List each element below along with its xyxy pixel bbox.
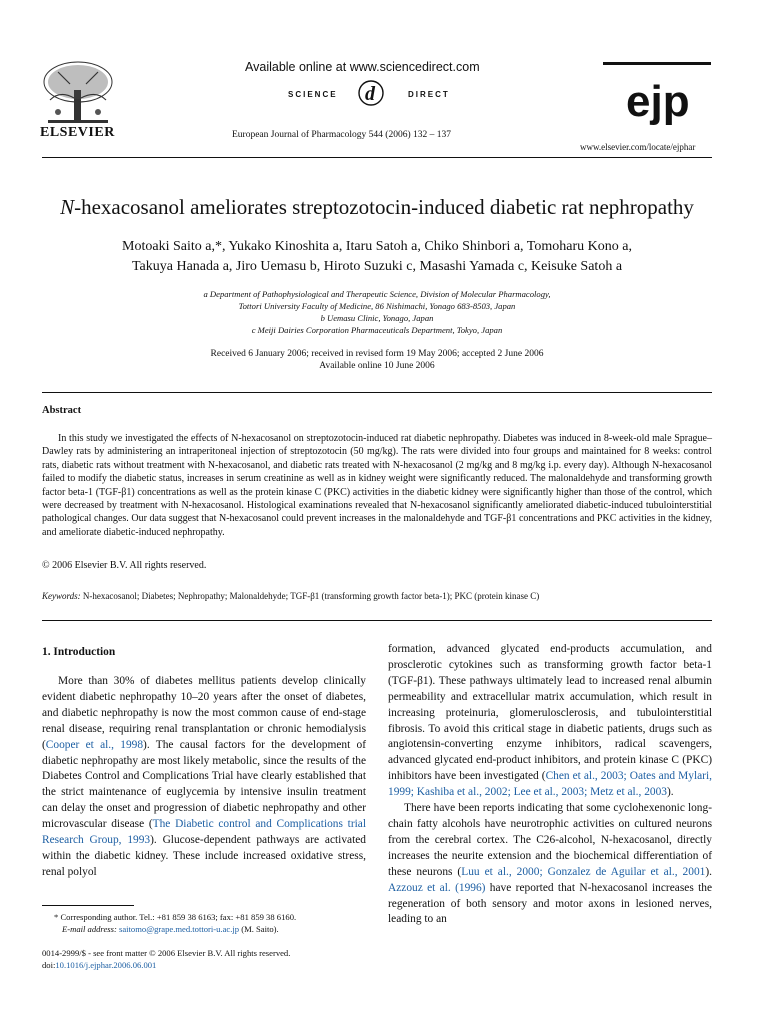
corresponding-footnote [42, 911, 372, 935]
text-run: ). [667, 786, 674, 799]
publisher-name: ELSEVIER [40, 125, 115, 140]
ejp-rule [603, 62, 711, 65]
keywords [42, 591, 712, 601]
front-matter [42, 947, 372, 971]
text-run: ). The causal factors for the development of diabetic nephropathy are most likely metabolic, since the results of the Diabetes Control and Complications Trial have clearly established that the strict maintenance of euglycemia by intensive insulin treatment can delay the onset and progression of diabetic nephropathy and other microvascular disease ( [42, 738, 367, 831]
text-run: ). [705, 865, 712, 878]
intro-paragraph-1 [42, 674, 366, 881]
citation-link[interactable]: The Diabetic control and Complications trial Research Group, 1993 [42, 818, 366, 847]
citation-link[interactable]: Cooper et al., 1998 [45, 738, 144, 751]
affiliation-a-line1: a Department of Pathophysiological and Therapeutic Science, Division of Molecular Pharmacology, [203, 289, 551, 299]
abstract-bottom-rule [42, 620, 712, 621]
abstract-copyright: © 2006 Elsevier B.V. All rights reserved. [42, 560, 207, 571]
author-list [42, 237, 712, 277]
available-online-text: Available online at www.sciencedirect.com [245, 60, 480, 74]
doi-link[interactable]: 10.1016/j.ejphar.2006.06.001 [55, 960, 157, 970]
header-rule [42, 157, 712, 158]
corresponding-author: * Corresponding author. Tel.: +81 859 38 6163; fax: +81 859 38 6160. [54, 912, 297, 922]
intro-paragraph-2 [388, 801, 712, 928]
ejp-logo [620, 68, 700, 128]
text-run: More than 30% of diabetes mellitus patients develop clinically evident diabetic nephropathy 10–20 years after the onset of diabetes, and diabetic nephropathy is now the most common cause of end-stage renal disease, requiring renal transplantation or chronic hemodialysis ( [42, 675, 366, 751]
email-label: E-mail address: [62, 924, 117, 934]
column-left [42, 674, 366, 881]
title-rest: -hexacosanol ameliorates streptozotocin-induced diabetic rat nephropathy [74, 195, 694, 219]
keywords-label: Keywords: [42, 591, 81, 601]
available-date: Available online 10 June 2006 [319, 361, 435, 371]
sd-right-word: DIRECT [408, 90, 450, 99]
abstract-body: In this study we investigated the effects of N-hexacosanol on streptozotocin-induced rat diabetic nephropathy. Diabetes was induced in 8-week-old male Sprague–Dawley rats by administering an intraperitoneal injection of streptozotocin (50 mg/kg). The rats were divided into four groups and maintained for 8 weeks: control rats, diabetic rats without treatment with N-hexacosanol, and diabetic rats treated with N-hexacosanol (2 mg/kg and 8 mg/kg i.p. every day). Although N-hexacosanol failed to modify the diabetic status, increases in serum creatinine as well as in kidney weight were significantly reduced. The malonaldehyde and transforming growth factor beta-1 (TGF-β1) concentrations as well as the protein kinase C (PKC) activities in the diabetic kidney were significantly higher than those of the control, which were decreased by treatment with N-hexacosanol. Histological examinations revealed that N-hexacosanol significantly ameliorated diabetic-induced tubulointerstitial pathological changes. Our data suggest that N-hexacosanol could prevent increases in the malonaldehyde and TGF-β1 concentrations and PKC activities in the kidney, and ameliorate diabetic-induced nephropathy. [42, 433, 712, 538]
email-suffix: (M. Saito). [239, 924, 279, 934]
footnote-rule [42, 905, 134, 906]
svg-text:d: d [365, 83, 377, 105]
issn-line: 0014-2999/$ - see front matter © 2006 Elsevier B.V. All rights reserved. [42, 948, 291, 958]
text-run: ). Glucose-dependent pathways are activated within the diabetic kidney. These include increased oxidative stress, renal polyol [42, 834, 367, 878]
journal-url[interactable]: www.elsevier.com/locate/ejphar [580, 142, 696, 152]
elsevier-tree-logo [40, 60, 116, 126]
text-run: formation, advanced glycated end-products accumulation, and prosclerotic cytokines such as transforming growth factor beta-1 (TGF-β1). These pathways ultimately lead to increased renal albumin permeability and extracellular matrix accumulation, which result in increasing proteinuria, glomerulosclerosis, and tubulointerstitial fibrosis. To avoid this critical stage in diabetic patients, drugs such as angiotensin-converting enzyme inhibitors, radical scavengers, advanced glycated end-product inhibitors, and protein kinase C (PKC) inhibitors have been investigated ( [388, 643, 712, 783]
text-run: There have been reports indicating that some cyclohexenonic long-chain fatty alcohols have neurotrophic activities on cultured neurons from the cerebral cortex. The C26-alcohol, N-hexacosanol, directly increases the neurite extension and the biochemical differentiation of these neurons ( [388, 802, 712, 878]
sd-left-word: SCIENCE [288, 90, 338, 99]
abstract-heading: Abstract [42, 405, 82, 416]
intro-paragraph-1-cont [388, 642, 712, 801]
journal-reference: European Journal of Pharmacology 544 (2006) 132 – 137 [232, 130, 451, 140]
affiliations [42, 288, 712, 336]
title-italic: N [60, 195, 75, 219]
affiliation-b: b Uemasu Clinic, Yonago, Japan [320, 313, 434, 323]
sd-at-icon [346, 78, 396, 108]
abstract-top-rule [42, 392, 712, 393]
text-run: have reported that N-hexacosanol increases the regeneration of both sensory and motor axons in lesioned nerves, leading to an [388, 881, 713, 926]
citation-link[interactable]: Azzouz et al. (1996) [388, 881, 486, 894]
section-heading-introduction: 1. Introduction [42, 646, 116, 658]
citation-link[interactable]: Luu et al., 2000; Gonzalez de Aguilar et al., 2001 [461, 865, 706, 878]
authors-line-1: Motoaki Saito a,*, Yukako Kinoshita a, Itaru Satoh a, Chiko Shinbori a, Tomoharu Kono a, [122, 239, 632, 254]
authors-line-2: Takuya Hanada a, Jiro Uemasu b, Hiroto Suzuki c, Masashi Yamada c, Keisuke Satoh a [131, 259, 623, 274]
affiliation-c: c Meiji Dairies Corporation Pharmaceuticals Department, Tokyo, Japan [251, 325, 503, 335]
ejp-logo-text: ejp [626, 77, 690, 126]
citation-link[interactable]: Chen et al., 2003; Oates and Mylari, 1999; Kashiba et al., 2002; Lee et al., 2003; Metz et al., 2003 [388, 770, 712, 799]
email-link[interactable]: saitomo@grape.med.tottori-u.ac.jp [118, 924, 240, 934]
received-dates: Received 6 January 2006; received in revised form 19 May 2006; accepted 2 June 2006 [210, 349, 544, 359]
sciencedirect-logo [268, 78, 498, 108]
article-title [42, 195, 712, 220]
affiliation-a-line2: Tottori University Faculty of Medicine, 86 Nishimachi, Yonago 683-8503, Japan [238, 301, 516, 311]
column-right [388, 642, 712, 928]
keywords-list: N-hexacosanol; Diabetes; Nephropathy; Malonaldehyde; TGF-β1 (transforming growth factor beta-1); PKC (protein kinase C) [82, 591, 540, 601]
doi-label: doi: [42, 960, 56, 970]
article-dates [42, 348, 712, 372]
